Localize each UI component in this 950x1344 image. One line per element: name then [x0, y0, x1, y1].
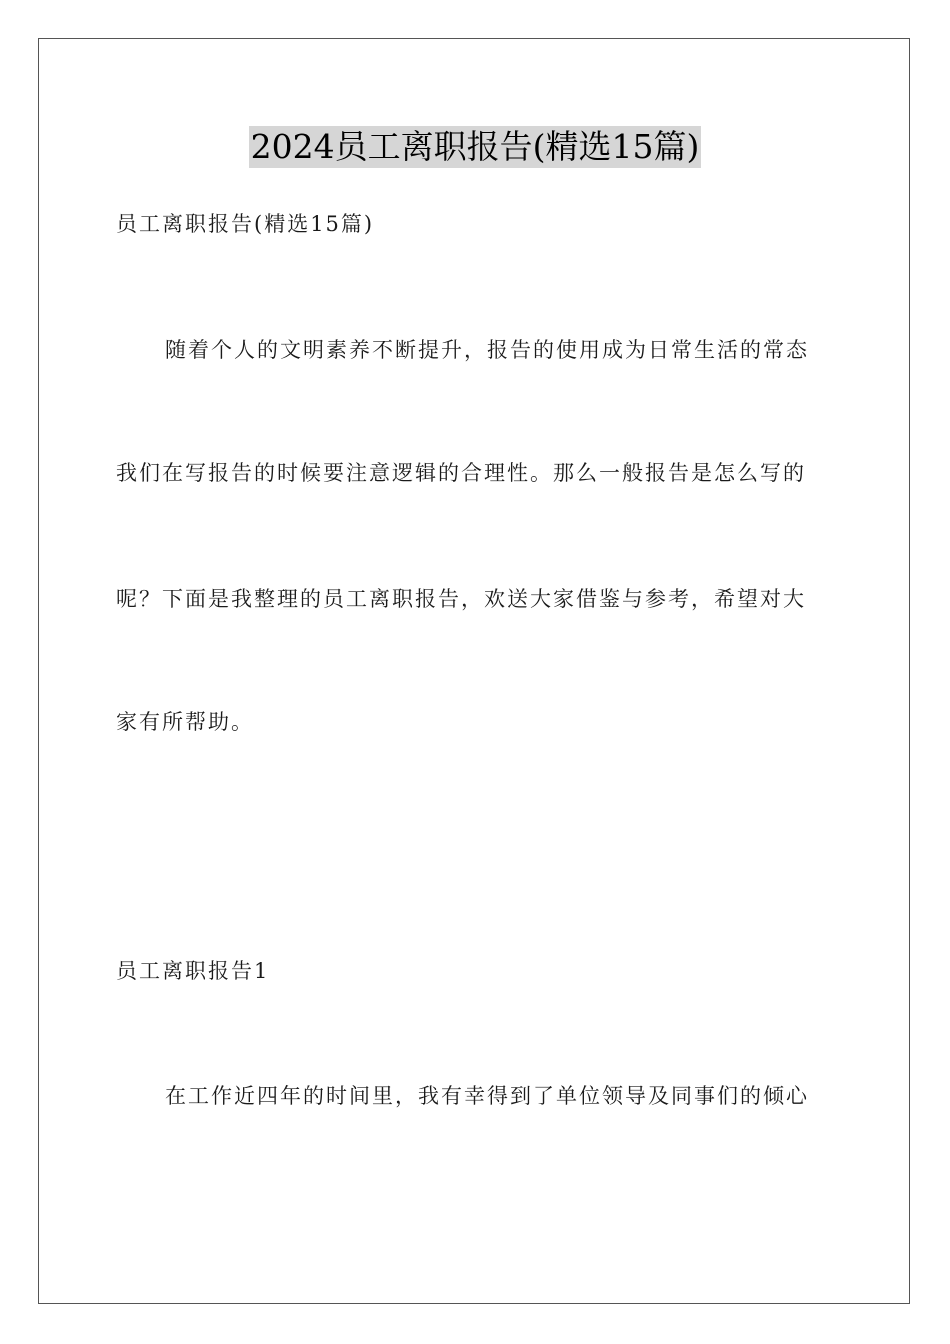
- intro-line-2: 我们在写报告的时候要注意逻辑的合理性。那么一般报告是怎么写的: [116, 461, 806, 485]
- intro-line-3: 呢？下面是我整理的员工离职报告，欢送大家借鉴与参考，希望对大: [116, 587, 806, 611]
- section-heading: 员工离职报告1: [116, 959, 270, 983]
- section-line-1: 在工作近四年的时间里，我有幸得到了单位领导及同事们的倾心: [165, 1084, 809, 1108]
- document-subtitle: 员工离职报告(精选15篇): [116, 212, 375, 236]
- intro-line-4: 家有所帮助。: [116, 710, 254, 734]
- title-container: [0, 126, 950, 168]
- intro-line-1: 随着个人的文明素养不断提升，报告的使用成为日常生活的常态: [165, 338, 809, 362]
- document-title: 2024员工离职报告(精选15篇): [250, 127, 700, 166]
